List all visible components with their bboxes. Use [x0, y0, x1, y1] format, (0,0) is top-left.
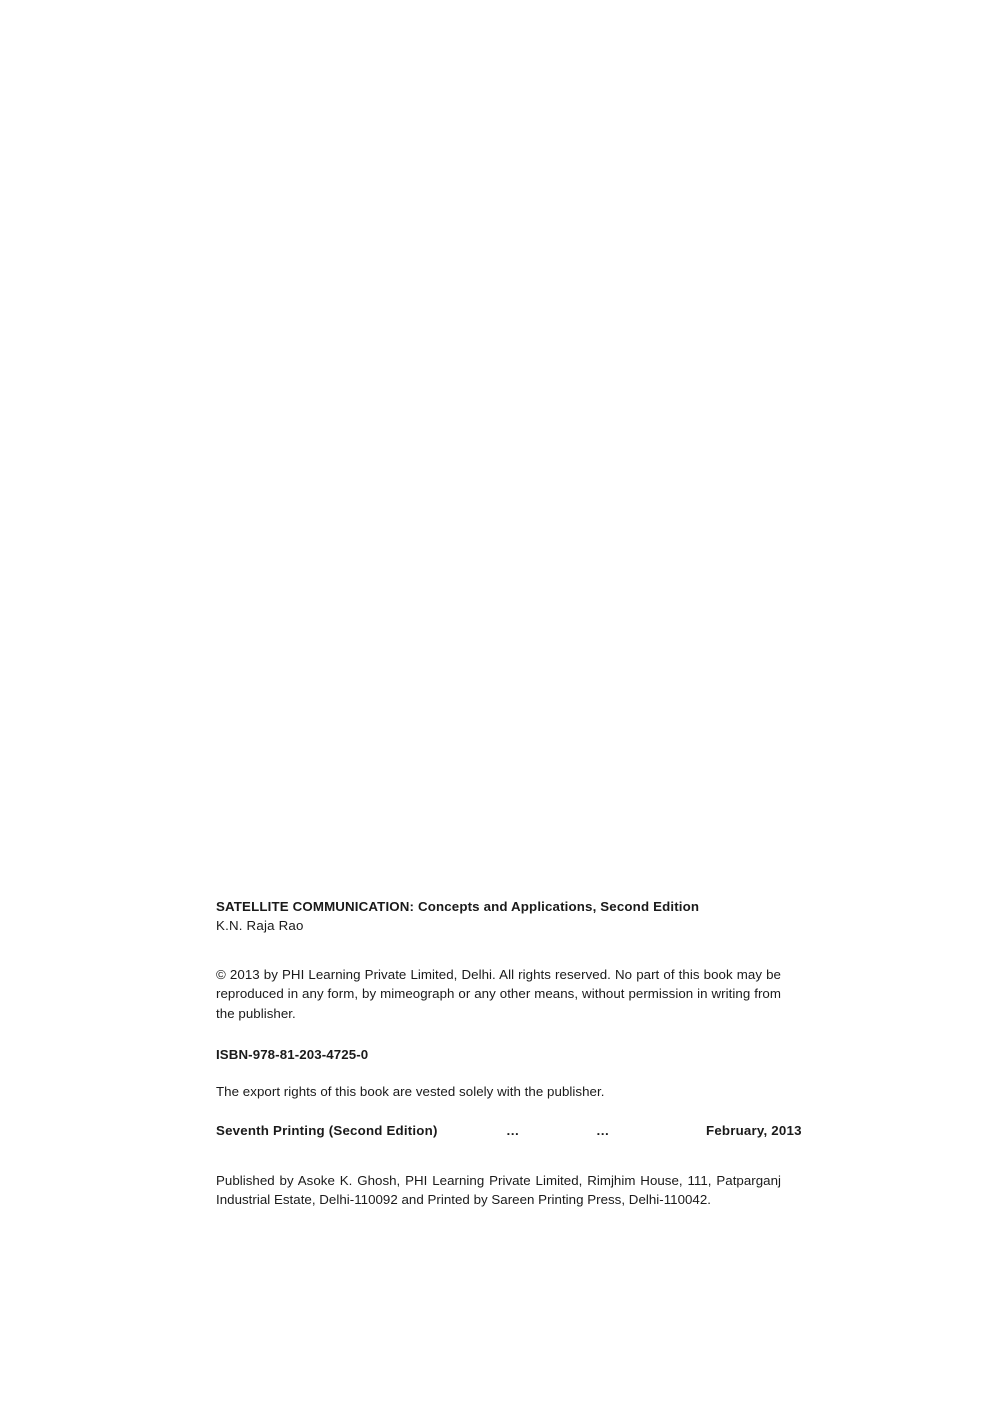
publisher-info: Published by Asoke K. Ghosh, PHI Learning Private Limited, Rimjhim House, 111, Patparganj Industrial Estate, Delhi-110092 and Printed by Sareen Printing Press, Delhi-110042. — [216, 1172, 781, 1208]
printing-row — [216, 1122, 802, 1138]
isbn-number: ISBN-978-81-203-4725-0 — [216, 1046, 369, 1062]
book-author: K.N. Raja Rao — [216, 917, 304, 933]
copyright-notice: © 2013 by PHI Learning Private Limited, Delhi. All rights reserved. No part of this book may be reproduced in any form, by mimeograph or any other means, without permission in writing from the publisher. — [216, 966, 781, 1021]
copyright-block — [216, 898, 802, 1210]
book-title: SATELLITE COMMUNICATION: Concepts and Applications, Second Edition — [216, 899, 700, 914]
printing-label: Seventh Printing (Second Edition) — [216, 1122, 438, 1138]
printing-dots-second: … — [596, 1122, 610, 1138]
export-rights-note: The export rights of this book are vested solely with the publisher. — [216, 1083, 605, 1099]
printing-date: February, 2013 — [706, 1122, 802, 1138]
printing-dots-first: … — [506, 1122, 520, 1138]
